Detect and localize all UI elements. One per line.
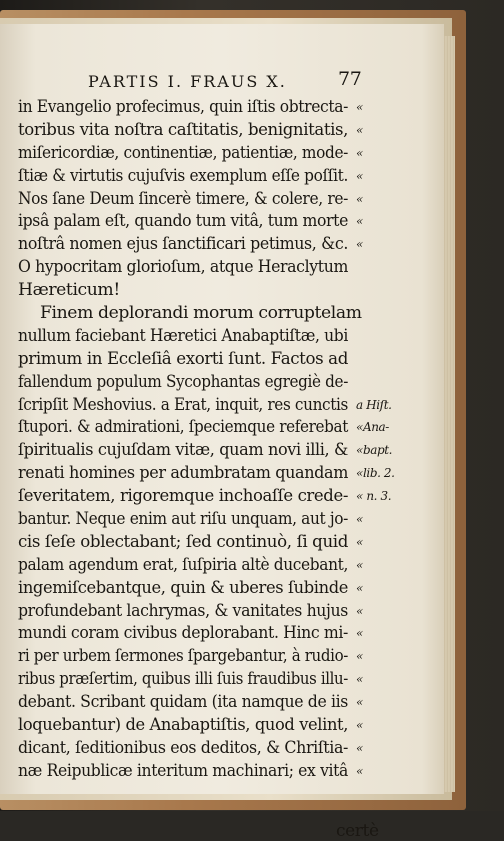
- text-line: [18, 348, 438, 371]
- margin-mark: «: [356, 649, 363, 664]
- line-text: nullum faciebant Hæretici Anabaptiſtæ, ubi: [18, 325, 348, 346]
- margin-mark: «: [356, 695, 363, 710]
- line-text: noſtrâ nomen ejus ſanctificari petimus, &c.: [18, 234, 348, 255]
- margin-mark: «: [356, 718, 363, 733]
- text-line: [18, 600, 438, 623]
- line-text: ri per urbem ſermones ſpargebantur, à rudio-: [18, 646, 348, 667]
- margin-mark: «lib. 2.: [356, 466, 395, 481]
- text-line: [18, 485, 438, 508]
- text-line: [18, 508, 438, 531]
- line-text: ſcripſit Meshovius. a Erat, inquit, res cunctis: [18, 394, 348, 415]
- text-line: [18, 210, 438, 233]
- line-text: primum in Eccleſiâ exorti ſunt. Factos ad: [18, 348, 348, 369]
- margin-mark: « n. 3.: [356, 489, 392, 504]
- margin-mark: «: [356, 237, 363, 252]
- text-line: [18, 188, 438, 211]
- margin-mark: a Hiſt.: [356, 397, 392, 412]
- text-line: [18, 554, 438, 577]
- line-text: debant. Scribant quidam (ita namque de iis: [18, 692, 348, 713]
- margin-mark: «: [356, 512, 363, 527]
- line-text: loquebantur) de Anabaptiſtis, quod velint,: [18, 715, 348, 736]
- text-line: [18, 760, 438, 783]
- text-line: [18, 714, 438, 737]
- line-text: ſtiæ & virtutis cujuſvis exemplum eſſe poſſit.: [18, 165, 348, 186]
- line-text: palam agendum erat, ſuſpiria altè ducebant,: [18, 554, 348, 575]
- text-line: [18, 233, 438, 256]
- page-text-area: [18, 68, 438, 841]
- text-line: [18, 645, 438, 668]
- text-line: [18, 325, 438, 348]
- text-line: [18, 462, 438, 485]
- margin-mark: «bapt.: [356, 443, 393, 458]
- body-text: [18, 96, 438, 783]
- text-line: [18, 691, 438, 714]
- text-line: [18, 577, 438, 600]
- text-line: [18, 142, 438, 165]
- margin-mark: «: [356, 534, 363, 549]
- line-text: mundi coram civibus deplorabant. Hinc mi-: [18, 623, 348, 644]
- line-text: miſericordiæ, continentiæ, patientiæ, mode-: [18, 142, 348, 163]
- line-text: Nos ſane Deum ſincerè timere, & colere, re-: [18, 188, 348, 209]
- line-text: ſeveritatem, rigoremque inchoaſſe crede-: [18, 486, 348, 507]
- catchword: certè: [336, 821, 379, 841]
- line-text: toribus vita noſtra caſtitatis, benignitatis,: [18, 119, 348, 140]
- line-text: Hæreticum!: [18, 280, 120, 301]
- line-text: ſpiritualis cujuſdam vitæ, quam novi illi, &: [18, 440, 348, 461]
- text-line: [18, 737, 438, 760]
- line-text: fallendum populum Sycophantas egregiè de-: [18, 371, 348, 392]
- margin-mark: «: [356, 672, 363, 687]
- line-text: O hypocritam glorioſum, atque Heraclytum: [18, 257, 348, 278]
- book-page: [0, 24, 444, 841]
- text-line: [18, 371, 438, 394]
- text-line: [18, 531, 438, 554]
- margin-mark: «Ana-: [356, 420, 389, 435]
- margin-mark: «: [356, 603, 363, 618]
- text-line: [18, 165, 438, 188]
- line-text: ſtupori. & admirationi, ſpeciemque referebat: [18, 417, 348, 438]
- page-number: 77: [338, 68, 362, 90]
- text-line: [18, 416, 438, 439]
- line-text: Finem deplorandi morum corruptelam: [40, 303, 362, 324]
- text-line: [18, 439, 438, 462]
- margin-mark: «: [356, 557, 363, 572]
- text-line: [18, 119, 438, 142]
- text-line: [18, 279, 438, 302]
- line-text: dicant, ſeditionibus eos deditos, & Chriſtia-: [18, 737, 348, 758]
- line-text: ingemiſcebantque, quin & uberes ſubinde: [18, 577, 348, 598]
- text-line: [18, 668, 438, 691]
- line-text: næ Reipublicæ interitum machinari; ex vitâ: [18, 760, 348, 781]
- running-header: PARTIS I. FRAUS X.: [88, 72, 287, 91]
- line-text: ribus præſertim, quibus illi ſuis fraudibus illu-: [18, 669, 348, 690]
- text-line: [18, 96, 438, 119]
- line-text: renati homines per adumbratam quandam: [18, 463, 348, 484]
- margin-mark: «: [356, 145, 363, 160]
- text-line: [18, 394, 438, 417]
- text-line: [18, 256, 438, 279]
- margin-mark: «: [356, 191, 363, 206]
- line-text: profundebant lachrymas, & vanitates hujus: [18, 600, 348, 621]
- margin-mark: «: [356, 740, 363, 755]
- margin-mark: «: [356, 100, 363, 114]
- margin-mark: «: [356, 168, 363, 183]
- margin-mark: «: [356, 626, 363, 641]
- text-line: [18, 622, 438, 645]
- margin-mark: «: [356, 580, 363, 595]
- margin-mark: «: [356, 763, 363, 778]
- text-line: [18, 302, 438, 325]
- line-text: cis ſeſe oblectabant; ſed continuò, ſi quid: [18, 531, 348, 552]
- line-text: in Evangelio profecimus, quin iſtis obtrecta-: [18, 97, 348, 117]
- margin-mark: «: [356, 214, 363, 229]
- line-text: ipsâ palam eſt, quando tum vitâ, tum morte: [18, 211, 348, 232]
- line-text: bantur. Neque enim aut riſu unquam, aut jo-: [18, 509, 348, 530]
- margin-mark: «: [356, 122, 363, 137]
